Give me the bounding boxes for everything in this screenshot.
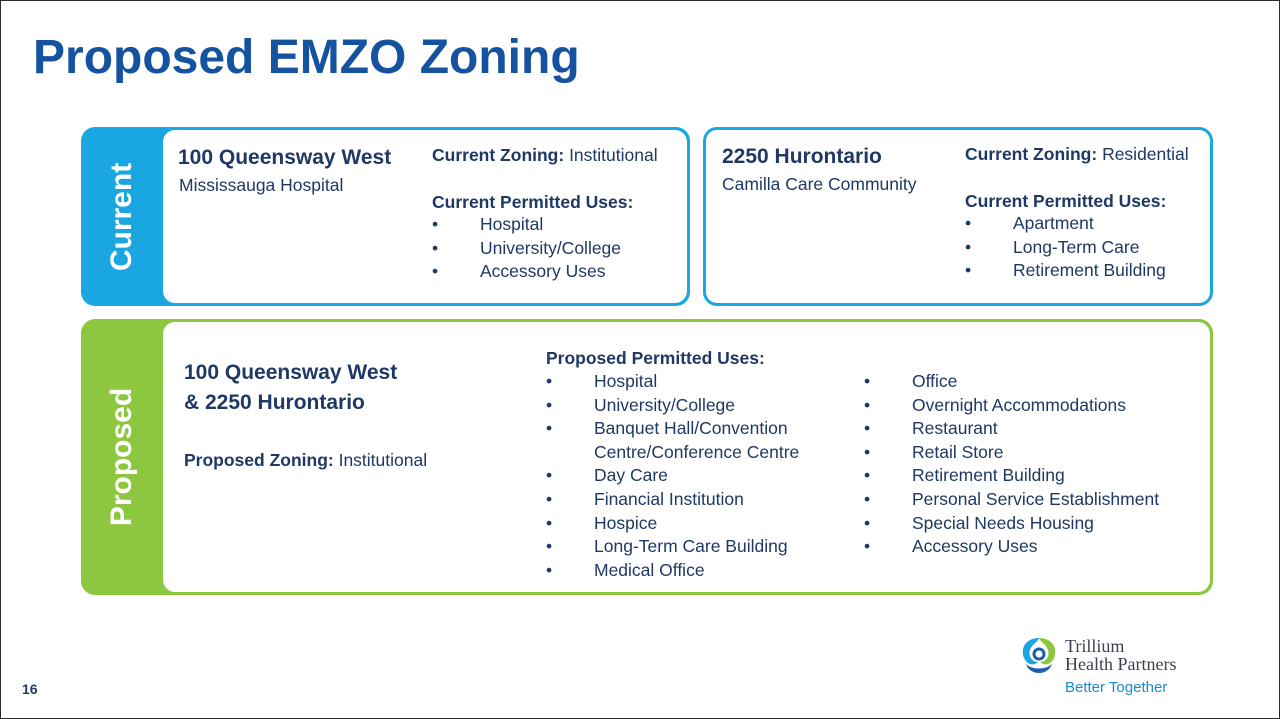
list-item — [546, 488, 799, 512]
list-item — [864, 394, 1159, 418]
list-item — [965, 259, 1166, 283]
bullet: • — [864, 394, 871, 415]
logo-name-line2: Health Partners — [1065, 654, 1177, 674]
bullet: • — [546, 536, 553, 557]
list-item — [546, 370, 799, 394]
bullet: • — [432, 261, 439, 282]
list-item — [546, 394, 799, 418]
bullet: • — [432, 237, 439, 258]
list-item — [546, 559, 799, 583]
site2-zoning-label: Current Zoning: — [965, 144, 1098, 164]
list-item-text: Financial Institution — [594, 488, 744, 509]
list-item-text: Medical Office — [594, 559, 705, 580]
bullet: • — [864, 441, 871, 462]
proposed-zoning-label: Proposed Zoning: — [184, 450, 334, 470]
trillium-logo-icon — [1016, 634, 1062, 678]
proposed-uses-col2 — [864, 370, 1159, 559]
site1-zoning — [432, 145, 658, 166]
proposed-zoning — [184, 450, 427, 471]
list-item-text: Accessory Uses — [912, 536, 1038, 557]
bullet: • — [546, 512, 553, 533]
list-item — [546, 464, 799, 488]
site2-subtitle: Camilla Care Community — [722, 174, 917, 194]
list-item-text: Apartment — [1013, 213, 1094, 233]
list-item — [546, 417, 799, 441]
list-item-text: Centre/Conference Centre — [594, 441, 800, 462]
current-tab-label: Current — [105, 162, 138, 271]
list-item-text: Personal Service Establishment — [912, 488, 1160, 509]
list-item — [432, 260, 621, 284]
list-item — [965, 212, 1166, 236]
site1-subtitle: Mississauga Hospital — [179, 175, 344, 195]
proposed-uses-col1 — [546, 370, 799, 582]
bullet: • — [864, 512, 871, 533]
proposed-tab-label: Proposed — [105, 387, 139, 527]
list-item — [546, 535, 799, 559]
site2-address: 2250 Hurontario — [722, 145, 882, 168]
list-item — [864, 488, 1159, 512]
list-item-text: University/College — [480, 237, 622, 258]
bullet: • — [864, 418, 871, 439]
bullet: • — [546, 371, 553, 391]
bullet: • — [965, 260, 972, 281]
logo-name — [1065, 637, 1176, 673]
list-item-text: Retail Store — [912, 441, 1004, 462]
list-item-text: Long-Term Care Building — [594, 536, 788, 557]
list-item-text: University/College — [594, 394, 736, 415]
proposed-address-line2: & 2250 Hurontario — [184, 391, 365, 414]
site1-zoning-label: Current Zoning: — [432, 145, 565, 165]
site2-uses-heading: Current Permitted Uses: — [965, 191, 1167, 211]
list-item-text: Retirement Building — [1013, 260, 1166, 281]
list-item-text: Accessory Uses — [480, 261, 606, 282]
list-item — [864, 535, 1159, 559]
list-item — [432, 213, 621, 237]
bullet: • — [546, 418, 553, 439]
site1-address: 100 Queensway West — [178, 146, 392, 169]
list-item-text: Hospital — [594, 371, 658, 391]
list-item — [864, 464, 1159, 488]
list-item — [864, 441, 1159, 465]
logo-tagline: Better Together — [1065, 679, 1168, 696]
list-item — [546, 512, 799, 536]
bullet: • — [864, 371, 871, 391]
list-item-text: Banquet Hall/Convention — [594, 418, 788, 439]
list-item — [864, 370, 1159, 394]
proposed-zoning-value: Institutional — [333, 450, 428, 470]
list-item-text: Retirement Building — [912, 465, 1065, 486]
list-item-text: Day Care — [594, 465, 668, 486]
list-item-text: Long-Term Care — [1013, 236, 1140, 257]
bullet: • — [965, 236, 972, 257]
list-item-text: Hospice — [594, 512, 658, 533]
bullet: • — [546, 559, 553, 580]
proposed-tab — [81, 319, 163, 595]
list-item-text: Office — [912, 371, 958, 391]
current-tab — [81, 127, 163, 306]
list-item — [432, 237, 621, 261]
list-item-text: Overnight Accommodations — [912, 394, 1126, 415]
list-item-text: Restaurant — [912, 418, 998, 439]
list-item — [546, 441, 799, 465]
bullet: • — [546, 488, 553, 509]
site1-uses-list — [432, 213, 621, 284]
proposed-uses-heading: Proposed Permitted Uses: — [546, 348, 765, 368]
slide-title: Proposed EMZO Zoning — [33, 31, 580, 84]
site1-uses-heading: Current Permitted Uses: — [432, 192, 634, 212]
bullet: • — [864, 536, 871, 557]
site2-zoning-value: Residential — [1097, 144, 1189, 164]
list-item-text: Special Needs Housing — [912, 512, 1094, 533]
logo-name-line1: Trillium — [1065, 636, 1125, 656]
bullet: • — [546, 465, 553, 486]
bullet: • — [965, 213, 972, 233]
site1-zoning-value: Institutional — [564, 145, 658, 165]
bullet: • — [546, 394, 553, 415]
list-item — [864, 417, 1159, 441]
bullet: • — [864, 488, 871, 509]
proposed-address-line1: 100 Queensway West — [184, 361, 398, 384]
bullet: • — [432, 214, 439, 234]
site2-zoning — [965, 144, 1189, 165]
list-item — [864, 512, 1159, 536]
bullet: • — [864, 465, 871, 486]
list-item — [965, 236, 1166, 260]
list-item-text: Hospital — [480, 214, 544, 234]
site2-uses-list — [965, 212, 1166, 283]
page-number: 16 — [22, 681, 38, 697]
